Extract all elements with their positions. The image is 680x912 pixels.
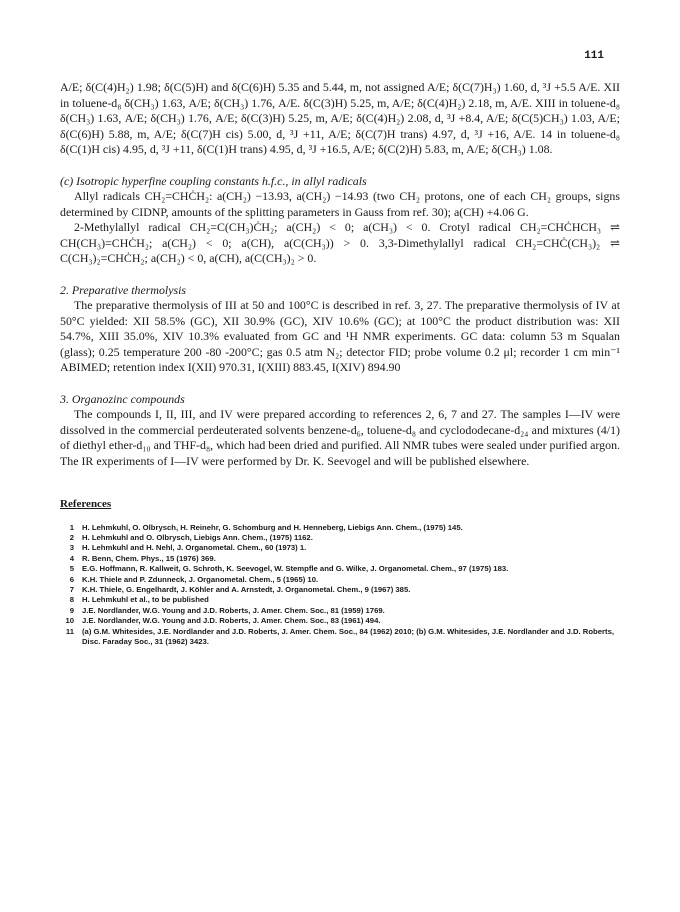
reference-text: R. Benn, Chem. Phys., 15 (1976) 369. (82, 553, 216, 563)
section-2-paragraph: The preparative thermolysis of III at 50 and 100°C is described in ref. 3, 27. The preparative thermolysis of IV at 50°C yielded: XII 58.5% (GC), XII 30.9% (GC), XIV 10.6% (GC); at 100°C the product distribution was: XII 54.7%, XIII 35.0%, XIV 10.3% evaluated from GC and ¹H NMR experiments. GC data: column 53 m Squalan (glass); 0.25 temperature 200 -80 -200°C; gas 0.5 atm N₂; detector FID; probe volume 0.2 μl; recorder 1 cm min⁻¹ ABIMED; retention index I(XII) 970.31, I(XIII) 883.45, I(XIV) 894.90 (60, 298, 620, 374)
reference-text: E.G. Hoffmann, R. Kallweit, G. Schroth, K. Seevogel, W. Stempfle and G. Wilke, J. Organometal. Chem., 97 (1975) 183. (82, 564, 509, 574)
reference-number: 2 (69, 532, 74, 542)
reference-item (60, 585, 620, 595)
section-c-paragraph-1: Allyl radicals CH₂=CHĊH₂: a(CH₂) −13.93, a(CH₂) −14.93 (two CH₂ protons, one of each CH₂ groups, signs determined by CIDNP, amounts of the splitting parameters in Gauss from ref. 30); a(CH) +4.06 G. (60, 189, 620, 219)
reference-item (60, 575, 620, 585)
reference-number: 4 (69, 553, 74, 563)
page-body (60, 80, 620, 647)
reference-item (60, 606, 620, 616)
reference-item (60, 543, 620, 553)
page-number: 111 (584, 50, 604, 62)
reference-number: 11 (65, 626, 74, 636)
nmr-data-paragraph: A/E; δ(C(4)H₂) 1.98; δ(C(5)H) and δ(C(6)H) 5.35 and 5.44, m, not assigned A/E; δ(C(7)H₃) 1.60, d, ³J +5.5 A/E. XII in toluene-d₈ δ(CH₃) 1.63, A/E; δ(CH₃) 1.76, A/E. δ(C(3)H) 5.25, m, A/E; δ(C(4)H₂) 2.18, m, A/E. XIII in toluene-d₈ δ(CH₃) 1.63, A/E; δ(CH₃) 1.76, A/E; δ(C(3)H) 5.25, m, A/E; δ(C(4)H₂) 2.08, d, ³J +8.4, A/E; δ(C(5)CH₃) 1.03, A/E; δ(C(6)H) 5.88, m, A/E; δ(C(7)H cis) 5.00, d, ³J +11, A/E; δ(C(7)H trans) 4.97, d, ³J +16, A/E. 14 in toluene-d₈ δ(C(1)H cis) 4.95, d, ³J +11, δ(C(1)H trans) 4.95, d, ³J +16.5, A/E; δ(C(2)H) 5.83, m, A/E; δ(CH₃) 1.08. (60, 80, 620, 156)
reference-item (60, 564, 620, 574)
reference-number: 3 (69, 543, 74, 553)
reference-item (60, 595, 620, 605)
reference-text: K.H. Thiele and P. Zdunneck, J. Organometal. Chem., 5 (1965) 10. (82, 574, 319, 584)
references-list (60, 523, 620, 648)
reference-text: K.H. Thiele, G. Engelhardt, J. Köhler and A. Arnstedt, J. Organometal. Chem., 9 (1967) 385. (82, 584, 411, 594)
reference-number: 10 (65, 616, 74, 626)
reference-number: 9 (69, 605, 74, 615)
reference-number: 7 (69, 584, 74, 594)
reference-text: H. Lehmkuhl and O. Olbrysch, Liebigs Ann. Chem., (1975) 1162. (82, 532, 313, 542)
reference-text: H. Lehmkuhl, O. Olbrysch, H. Reinehr, G. Schomburg and H. Henneberg, Liebigs Ann. Chem., (1975) 145. (82, 522, 463, 532)
reference-text: (a) G.M. Whitesides, J.E. Nordlander and J.D. Roberts, J. Amer. Chem. Soc., 84 (1962) 2010; (b) G.M. Whitesides, J.E. Nordlander and J.D. Roberts, Disc. Faraday Soc., 31 (1962) 3423. (82, 626, 614, 646)
reference-number: 6 (69, 574, 74, 584)
reference-text: H. Lehmkuhl and H. Nehl, J. Organometal. Chem., 60 (1973) 1. (82, 543, 307, 553)
section-c-paragraph-2: 2-Methylallyl radical CH₂=C(CH₃)ĊH₂; a(CH₂) < 0; a(CH₃) < 0. Crotyl radical CH₂=CHĊHCH₃ ⇌ CH(CH₃)=CHĊH₂; a(CH₂) < 0; a(CH), a(C(CH₃)) > 0. 3,3-Dimethylallyl radical CH₂=CHĊ(CH₃)₂ ⇌ C(CH₃)₂=CHĊH₂; a(CH₂) < 0, a(CH), a(C(CH₃)₂ > 0. (60, 220, 620, 265)
reference-text: J.E. Nordlander, W.G. Young and J.D. Roberts, J. Amer. Chem. Soc., 81 (1959) 1769. (82, 605, 385, 615)
reference-text: H. Lehmkuhl et al., to be published (82, 595, 209, 605)
section-c-heading: (c) Isotropic hyperfine coupling constants h.f.c., in allyl radicals (60, 173, 367, 188)
references-heading: References (60, 498, 112, 510)
reference-number: 5 (69, 564, 74, 574)
reference-item (60, 616, 620, 626)
reference-number: 8 (69, 595, 74, 605)
reference-item (60, 533, 620, 543)
reference-number: 1 (69, 522, 74, 532)
reference-text: J.E. Nordlander, W.G. Young and J.D. Roberts, J. Amer. Chem. Soc., 83 (1961) 494. (82, 616, 381, 626)
reference-item (60, 523, 620, 533)
reference-item (60, 627, 620, 648)
section-2-heading: 2. Preparative thermolysis (60, 282, 187, 297)
section-3-heading: 3. Organozinc compounds (60, 391, 185, 406)
section-3-paragraph: The compounds I, II, III, and IV were prepared according to references 2, 6, 7 and 27. The samples I—IV were dissolved in the commercial perdeuterated solvents benzene-d₆, toluene-d₈ and cyclododecane-d₂₄ and mixtures (4/1) of diethyl ether-d₁₀ and THF-d₈, which had been dried and purified. All NMR tubes were sealed under purified argon. The IR experiments of I—IV were performed by Dr. K. Seevogel and will be published elsewhere. (60, 407, 620, 468)
reference-item (60, 554, 620, 564)
